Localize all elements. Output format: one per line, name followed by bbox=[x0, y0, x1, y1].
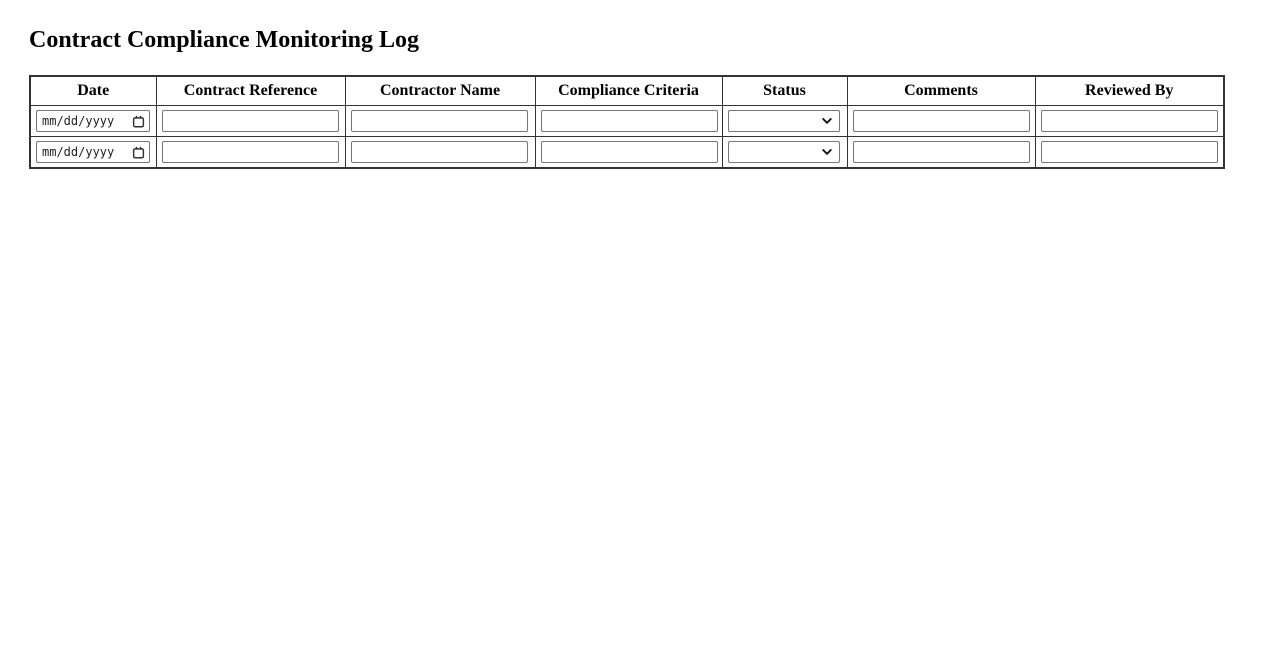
status-select[interactable] bbox=[728, 141, 840, 163]
chevron-down-icon bbox=[821, 146, 833, 158]
column-header-date: Date bbox=[30, 76, 156, 106]
date-input[interactable] bbox=[36, 110, 150, 132]
calendar-icon[interactable] bbox=[132, 146, 145, 159]
table-row bbox=[30, 137, 1224, 169]
comments-input[interactable] bbox=[853, 110, 1030, 132]
contract-reference-input[interactable] bbox=[162, 110, 339, 132]
comments-input[interactable] bbox=[853, 141, 1030, 163]
calendar-icon[interactable] bbox=[132, 115, 145, 128]
compliance-criteria-input[interactable] bbox=[541, 110, 718, 132]
date-input[interactable] bbox=[36, 141, 150, 163]
column-header-compliance-criteria: Compliance Criteria bbox=[535, 76, 722, 106]
column-header-reviewed-by: Reviewed By bbox=[1035, 76, 1224, 106]
reviewed-by-input[interactable] bbox=[1041, 110, 1218, 132]
chevron-down-icon bbox=[821, 115, 833, 127]
contractor-name-input[interactable] bbox=[351, 110, 528, 132]
contract-reference-input[interactable] bbox=[162, 141, 339, 163]
date-placeholder: mm/dd/yyyy bbox=[42, 145, 115, 160]
contractor-name-input[interactable] bbox=[351, 141, 528, 163]
column-header-contractor-name: Contractor Name bbox=[345, 76, 535, 106]
compliance-log-table bbox=[29, 75, 1225, 169]
status-select[interactable] bbox=[728, 110, 840, 132]
compliance-criteria-input[interactable] bbox=[541, 141, 718, 163]
page-title: Contract Compliance Monitoring Log bbox=[29, 27, 419, 53]
page bbox=[0, 0, 1278, 169]
column-header-contract-reference: Contract Reference bbox=[156, 76, 345, 106]
column-header-comments: Comments bbox=[847, 76, 1035, 106]
column-header-status: Status bbox=[722, 76, 847, 106]
reviewed-by-input[interactable] bbox=[1041, 141, 1218, 163]
table-row bbox=[30, 106, 1224, 137]
header-row bbox=[30, 76, 1224, 106]
date-placeholder: mm/dd/yyyy bbox=[42, 114, 115, 129]
